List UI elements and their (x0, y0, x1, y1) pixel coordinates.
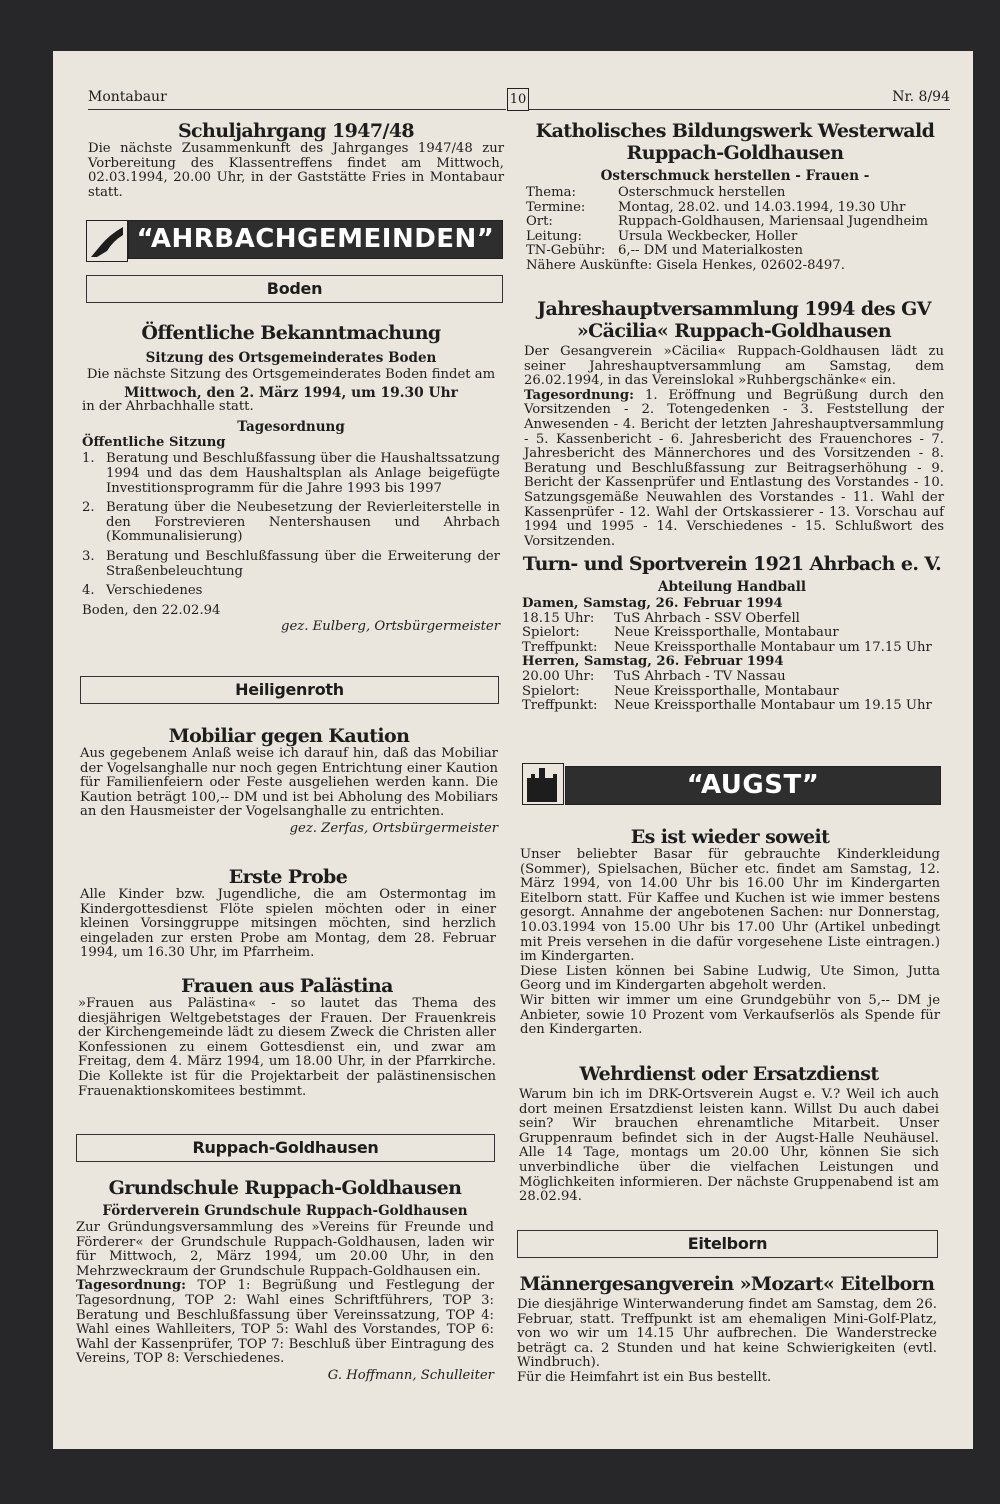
signature: G. Hoffmann, Schulleiter (327, 1367, 494, 1383)
article-subtitle: Abteilung Handball (658, 579, 806, 595)
article-erste-probe (80, 866, 496, 961)
article-intro: Die nächste Sitzung des Ortsgemeinderates Boden findet am (86, 367, 496, 382)
section-boden: Boden (86, 275, 503, 303)
article-wehrdienst (519, 1063, 939, 1205)
agenda-list (82, 452, 500, 598)
article-grundschule (76, 1177, 494, 1384)
article-agenda: Tagesordnung: 1. Eröffnung und Begrüßung durch den Vorsitzenden - 2. Totengedenken - 3. Feststellung der Anwesenden - 4. Bericht der letzten Jahreshauptversammlung - 5. Kassenbericht - 6. Jahresbericht des Frauenchores - 7. Jahresbericht des Männerchores und des Vorsitzenden - 8. Beratung und Beschlußfassung zur Beitragserhöhung - 9. Bericht der Kassenprüfer und Entlastung des Vorstandes - 10. Satzungsgemäße Neuwahlen des Vorstandes - 11. Wahl der Kassenprüfer - 12. Wahl der Ortskassierer - 13. Vorschau auf 1994 und 1995 - 14. Verschiedenes - 15. Schlußwort des Vorsitzenden. (524, 387, 944, 549)
article-text: Die nächste Zusammenkunft des Jahrganges 1947/48 zur Vorbereitung des Klassentreffens findet am Mittwoch, 02.03.1994, 20.00 Uhr, in der Gaststätte Fries in Montabaur statt. (88, 141, 504, 200)
signature: gez. Zerfas, Ortsbürgermeister (289, 820, 498, 836)
article-title: Schuljahrgang 1947/48 (177, 120, 415, 142)
article-text: Unser beliebter Basar für gebrauchte Kinderkleidung (Sommer), Spielsachen, Bücher etc. findet am Samstag, 12. März 1994, von 14.00 Uhr bis 16.00 Uhr im Kindergarten Eitelborn statt. Für Kaffee und Kuchen ist wie immer bestens gesorgt. Annahme der angebotenen Sachen: nur Donnerstag, 10.03.1994 von 15.00 Uhr bis 17.00 Uhr (Artikel unbedingt mit Preis versehen in die dafür vorgesehene Liste eintragen.) im Kindergarten. (520, 847, 940, 965)
detail-row: Thema: Osterschmuck herstellen (526, 185, 786, 200)
article-title: Erste Probe (228, 866, 348, 888)
banner-augst: “AUGST” (565, 766, 941, 805)
detail-row: TN-Gebühr: 6,-- DM und Materialkosten (526, 243, 803, 259)
contact-info: Nähere Auskünfte: Gisela Henkes, 02602-8497. (526, 257, 845, 273)
article-title: Katholisches Bildungswerk Westerwald Ruppach-Goldhausen (535, 120, 935, 164)
agenda-item: 2. Beratung über die Neubesetzung der Revierleiterstelle in den Forstrevieren Nentershausen und Ahrbach (Kommunalisierung) (82, 500, 500, 545)
augst-castle-logo-icon (522, 763, 564, 805)
article-title: Mobiliar gegen Kaution (168, 725, 410, 747)
match-row: 20.00 Uhr: TuS Ahrbach - TV Nassau (522, 668, 786, 684)
match-row: Treffpunkt: Neue Kreissporthalle Montabaur um 19.15 Uhr (522, 698, 932, 714)
public-session: Öffentliche Sitzung (82, 434, 226, 450)
article-text: Der Gesangverein »Cäcilia« Ruppach-Goldhausen lädt zu seiner Jahreshauptversammlung am Samstag, dem 26.02.1994, in das Vereinslokal »Ruhbergschänke« ein. (524, 344, 944, 389)
detail-row: Ort: Ruppach-Goldhausen, Mariensaal Jugendheim (526, 214, 929, 230)
agenda-title: Tagesordnung (237, 418, 345, 435)
herren-heading: Herren, Samstag, 26. Februar 1994 (522, 654, 784, 670)
signature: gez. Eulberg, Ortsbürgermeister (281, 619, 500, 635)
article-text: »Frauen aus Palästina« - so lautet das Thema des diesjährigen Weltgebetstages der Frauen. Der Frauenkreis der Kirchengemeinde lädt zu diesem Zweck die Christen aller Konfessionen zu einem Gottesdienst ein, und zwar am Freitag, dem 4. März 1994, um 18.00 Uhr, in der Pfarrkirche. Die Kollekte ist für die Projektarbeit der palästinensischen Frauenaktionskomitees bestimmt. (78, 996, 496, 1099)
meeting-place: in der Ahrbachhalle statt. (82, 399, 254, 415)
article-title: Wehrdienst oder Ersatzdienst (579, 1063, 879, 1085)
header-rule-right (528, 109, 950, 110)
article-text: Wir bitten wir immer um eine Grundgebühr von 5,-- DM je Anbieter, sowie 10 Prozent vom Verkaufserlös als Spende für den Kindergarten. (520, 992, 940, 1038)
article-text: Alle Kinder bzw. Jugendliche, die am Ostermontag im Kindergottesdienst Flöte spielen möchten oder in einer kleinen Vorsinggruppe mitsingen möchten, sind herzlich eingeladen zur ersten Probe am Montag, dem 28. Februar 1994, um 16.30 Uhr, im Pfarrheim. (80, 887, 496, 961)
match-row: Spielort: Neue Kreissporthalle, Montabaur (522, 683, 839, 699)
article-title: Jahreshauptversammlung 1994 des GV »Cäcilia« Ruppach-Goldhausen (537, 298, 931, 342)
match-row: Spielort: Neue Kreissporthalle, Montabaur (522, 625, 839, 641)
article-subtitle: Osterschmuck herstellen - Frauen - (600, 168, 870, 184)
article-mobiliar (80, 725, 498, 837)
ahrbach-logo-icon (86, 220, 128, 262)
article-title: Turn- und Sportverein 1921 Ahrbach e. V. (522, 553, 942, 575)
dateline: Boden, den 22.02.94 (82, 602, 221, 618)
article-title: Frauen aus Palästina (181, 975, 393, 997)
article-text: Die diesjährige Winterwanderung findet am Samstag, dem 26. Februar, statt. Treffpunkt ist am ehemaligen Mini-Golf-Platz, von wo wir um 14.15 Uhr aufbrechen. Die Wanderstrecke beträgt ca. 2 Stunden und hat keine Schwierigkeiten (evtl. Windbruch). (517, 1297, 937, 1371)
match-row: 18.15 Uhr: TuS Ahrbach - SSV Oberfell (522, 610, 800, 626)
page-number: 10 (507, 88, 529, 111)
detail-row: Termine: Montag, 28.02. und 14.03.1994, 19.30 Uhr (526, 199, 906, 215)
meeting-date: Mittwoch, den 2. März 1994, um 19.30 Uhr (124, 384, 458, 401)
agenda-item: 3. Beratung und Beschlußfassung über die Erweiterung der Straßenbeleuchtung (82, 548, 500, 579)
article-title: Männergesangverein »Mozart« Eitelborn (519, 1273, 935, 1295)
article-text: Aus gegebenem Anlaß weise ich darauf hin, daß das Mobiliar der Vogelsanghalle nur noch gegen Entrichtung einer Kaution für Familienfeiern oder Feste ausgeliehen werden kann. Die Kaution beträgt 100,-- DM und ist bei Abholung des Mobiliars an den Hausmeister der Vogelsanghalle zu entrichten. (80, 746, 498, 820)
article-frauen-palaestina (78, 975, 496, 1099)
article-title: Grundschule Ruppach-Goldhausen (108, 1177, 462, 1199)
article-text: Diese Listen können bei Sabine Ludwig, Ute Simon, Jutta Georg und im Kindergarten abgeholt werden. (520, 963, 940, 994)
article-agenda: Tagesordnung: TOP 1: Begrüßung und Festlegung der Tagesordnung, TOP 2: Wahl eines Schriftführers, TOP 3: Beratung und Beschlußfassung über Vereinssatzung, TOP 4: Wahl eines Wahlleiters, TOP 5: Wahl des Vorstandes, TOP 6: Wahl der Kassenprüfer, TOP 7: Beschluß über Eintragung des Vereins, TOP 8: Verschiedenes. (76, 1278, 494, 1367)
header-rule-left (88, 109, 506, 110)
agenda-item: 1. Beratung und Beschlußfassung über die Haushaltssatzung 1994 und das dem Haushaltsplan als Anlage beigefügte Investitionsprogramm für die Jahre 1993 bis 1997 (82, 451, 500, 496)
article-text: Zur Gründungsversammlung des »Vereins für Freunde und Förderer« der Grundschule Ruppach-Goldhausen, laden wir für Mittwoch, 2, März 1994, um 20.00 Uhr, in den Mehrzweckraum der Grundschule Ruppach-Goldhausen ein. (76, 1220, 494, 1279)
article-boden (82, 322, 500, 635)
detail-row: Leitung: Ursula Weckbecker, Holler (526, 228, 798, 244)
damen-heading: Damen, Samstag, 26. Februar 1994 (522, 596, 783, 611)
section-heiligenroth: Heiligenroth (80, 676, 499, 704)
event-details (526, 186, 944, 259)
article-title: Es ist wieder soweit (630, 826, 830, 848)
article-text: Für die Heimfahrt ist ein Bus bestellt. (517, 1369, 772, 1385)
agenda-item: 4. Verschiedenes (82, 583, 203, 599)
issue-number: Nr. 8/94 (892, 89, 950, 105)
article-basar (520, 826, 940, 1038)
section-eitelborn: Eitelborn (517, 1230, 938, 1258)
article-jahreshauptversammlung (524, 298, 944, 549)
section-ruppach-goldhausen: Ruppach-Goldhausen (76, 1134, 495, 1162)
banner-ahrbachgemeinden: “AHRBACHGEMEINDEN” (128, 220, 503, 259)
article-mozart (517, 1273, 937, 1386)
article-title: Öffentliche Bekanntmachung (141, 322, 441, 344)
article-text: Warum bin ich im DRK-Ortsverein Augst e. V.? Weil ich auch dort meinen Ersatzdienst leisten kann. Willst Du auch dabei sein? Wir brauchen ehrenamtliche Mitarbeit. Unser Gruppenraum befindet sich in der Augst-Halle Neuhäusel. Alle 14 Tage, montags um 20.00 Uhr, können Sie sich unverbindliche über die vielfachen Leistungen und Möglichkeiten informieren. Der nächste Gruppenabend ist am 28.02.94. (519, 1087, 939, 1205)
article-tus-ahrbach (522, 553, 942, 714)
article-schuljahrgang (88, 120, 504, 200)
header-town: Montabaur (88, 89, 167, 105)
match-row: Treffpunkt: Neue Kreissporthalle Montabaur um 17.15 Uhr (522, 639, 932, 655)
article-subtitle: Förderverein Grundschule Ruppach-Goldhausen (102, 1203, 468, 1219)
article-subtitle: Sitzung des Ortsgemeinderates Boden (145, 350, 437, 366)
article-bildungswerk (526, 120, 944, 274)
